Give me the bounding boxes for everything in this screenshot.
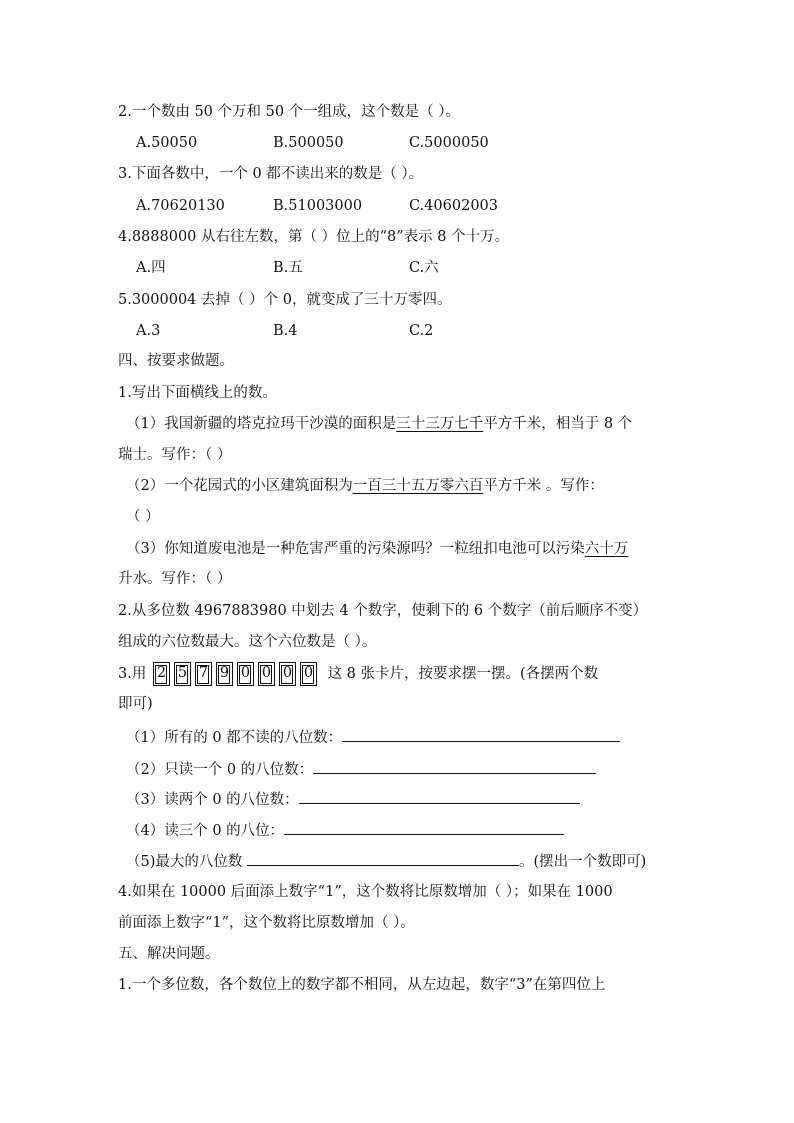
digit-card: 0 bbox=[300, 662, 317, 686]
s4-p3-sub-3 bbox=[126, 789, 580, 810]
answer-blank[interactable] bbox=[342, 727, 620, 742]
s4-p3-sub-5 bbox=[126, 851, 646, 872]
answer-blank[interactable] bbox=[247, 851, 519, 866]
digit-cards bbox=[153, 662, 321, 686]
answer-blank[interactable] bbox=[284, 820, 564, 835]
s4-p1-sub-2-pre: （2）一个花园式的小区建筑面积为 bbox=[126, 478, 353, 494]
digit-card: 7 bbox=[195, 662, 212, 686]
option-b[interactable]: B.五 bbox=[273, 260, 303, 276]
s4-p1-sub-1-pre: （1）我国新疆的塔克拉玛干沙漠的面积是 bbox=[126, 416, 397, 432]
question-4-text: 4.8888000 从右往左数，第（ ）位上的“8”表示 8 个十万。 bbox=[118, 229, 510, 245]
s4-p3-pre: 3.用 bbox=[118, 666, 147, 682]
answer-blank[interactable] bbox=[299, 789, 580, 804]
digit-card: 0 bbox=[279, 662, 296, 686]
question-2-text: 2.一个数由 50 个万和 50 个一组成，这个数是（ ）。 bbox=[118, 104, 461, 120]
question-3-options bbox=[136, 196, 676, 216]
answer-blank[interactable] bbox=[313, 759, 596, 774]
option-a[interactable]: A.70620130 bbox=[136, 198, 225, 214]
question-5-text: 5.3000004 去掉（ ）个 0，就变成了三十万零四。 bbox=[118, 292, 452, 308]
digit-card: 2 bbox=[153, 662, 170, 686]
s4-p3-sub-5-label: （5)最大的八位数 bbox=[126, 854, 243, 870]
s4-p1-sub-3-line2: 升水。写作：（ ） bbox=[118, 571, 232, 587]
s4-problem-3-line2: 即可) bbox=[118, 696, 153, 712]
digit-card: 5 bbox=[174, 662, 191, 686]
s4-p1-sub-1-line2: 瑞士。写作：（ ） bbox=[118, 447, 232, 463]
s5-problem-1: 1.一个多位数，各个数位上的数字都不相同，从左边起，数字“3”在第四位上 bbox=[118, 977, 606, 993]
s4-p3-sub-2-label: （2）只读一个 0 的八位数： bbox=[126, 762, 314, 778]
option-c[interactable]: C.六 bbox=[409, 260, 439, 276]
question-4-options bbox=[136, 258, 676, 278]
s4-problem-1-title: 1.写出下面横线上的数。 bbox=[118, 385, 277, 401]
s4-p1-sub-1-underlined: 三十三万七千 bbox=[396, 416, 484, 432]
s4-p1-sub-3-underlined: 六十万 bbox=[584, 541, 629, 557]
s4-problem-3-line1 bbox=[118, 662, 598, 686]
s4-p1-sub-2 bbox=[126, 476, 604, 496]
question-2-options bbox=[136, 133, 676, 153]
option-a[interactable]: A.50050 bbox=[136, 135, 198, 151]
option-b[interactable]: B.500050 bbox=[273, 135, 344, 151]
option-c[interactable]: C.5000050 bbox=[409, 135, 489, 151]
s4-p3-sub-4 bbox=[126, 820, 564, 841]
option-a[interactable]: A.四 bbox=[136, 260, 166, 276]
s4-problem-4-line1: 4.如果在 10000 后面添上数字“1”，这个数将比原数增加（ ）；如果在 1000 bbox=[118, 884, 613, 900]
s4-p3-sub-5-post: 。(摆出一个数即可) bbox=[519, 854, 647, 870]
s4-p3-post: 这 8 张卡片，按要求摆一摆。(各摆两个数 bbox=[327, 666, 599, 682]
digit-card: 0 bbox=[237, 662, 254, 686]
s4-p3-sub-2 bbox=[126, 759, 596, 780]
s4-p1-sub-3-pre: （3）你知道废电池是一种危害严重的污染源吗？一粒纽扣电池可以污染 bbox=[126, 541, 585, 557]
s4-p1-sub-1 bbox=[126, 414, 632, 434]
option-b[interactable]: B.51003000 bbox=[273, 198, 363, 214]
s4-p3-sub-1 bbox=[126, 727, 620, 748]
s4-p3-sub-4-label: （4）读三个 0 的八位： bbox=[126, 823, 285, 839]
section-5-title: 五、解决问题。 bbox=[118, 946, 220, 962]
s4-p3-sub-1-label: （1）所有的 0 都不读的八位数： bbox=[126, 730, 343, 746]
option-b[interactable]: B.4 bbox=[273, 323, 298, 339]
option-a[interactable]: A.3 bbox=[136, 323, 161, 339]
s4-p3-sub-3-label: （3）读两个 0 的八位数： bbox=[126, 792, 299, 808]
s4-problem-2-line1: 2.从多位数 4967883980 中划去 4 个数字，使剩下的 6 个数字（前后顺序不变） bbox=[118, 603, 648, 619]
question-5-options bbox=[136, 321, 676, 341]
question-3-text: 3.下面各数中，一个 0 都不读出来的数是（ ）。 bbox=[118, 166, 424, 182]
option-c[interactable]: C.2 bbox=[409, 323, 434, 339]
s4-p1-sub-1-post: 平方千米，相当于 8 个 bbox=[483, 416, 633, 432]
s4-p1-sub-2-underlined: 一百三十五万零六百 bbox=[352, 478, 484, 494]
option-c[interactable]: C.40602003 bbox=[409, 198, 498, 214]
s4-p1-sub-3 bbox=[126, 539, 628, 559]
digit-card: 9 bbox=[216, 662, 233, 686]
section-4-title: 四、按要求做题。 bbox=[118, 353, 234, 369]
s4-p1-sub-2-line2: （ ） bbox=[126, 509, 160, 525]
digit-card: 0 bbox=[258, 662, 275, 686]
s4-problem-4-line2: 前面添上数字“1”，这个数将比原数增加（ ）。 bbox=[118, 915, 415, 931]
s4-problem-2-line2: 组成的六位数最大。这个六位数是（ ）。 bbox=[118, 634, 377, 650]
s4-p1-sub-2-post: 平方千米 。写作： bbox=[483, 478, 604, 494]
